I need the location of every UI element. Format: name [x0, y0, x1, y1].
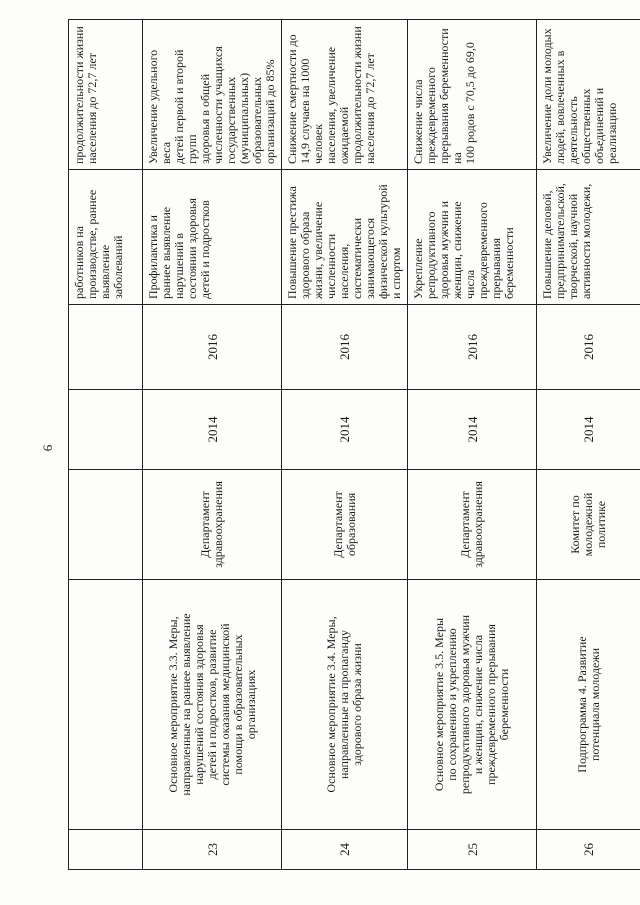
target-indicator-cell: Снижение числа преждевременного прерывания беременности на 100 родов с 70,5 до 69,0: [408, 20, 537, 170]
table-row: [537, 20, 640, 870]
event-cell: [69, 580, 143, 830]
executor-cell: Департамент образования: [282, 470, 408, 580]
end-year-cell: 2016: [537, 305, 640, 390]
end-year-cell: 2016: [408, 305, 537, 390]
executor-cell: Департамент здравоохранения: [408, 470, 537, 580]
expected-result-cell: Профилактика и раннее выявление нарушений в состоянии здоровья детей и подростков: [143, 170, 282, 305]
event-cell: Подпрограмма 4. Развитие потенциала молодежи: [537, 580, 640, 830]
event-cell: Основное мероприятие 3.3. Меры, направленные на раннее выявление нарушений состояния здоровья детей и подростков, развитие системы оказания медицинской помощи в образовательных организациях: [143, 580, 282, 830]
row-number-cell: 23: [143, 830, 282, 870]
end-year-cell: 2016: [282, 305, 408, 390]
end-year-cell: 2016: [143, 305, 282, 390]
event-cell: Основное мероприятие 3.5. Меры по сохранению и укреплению репродуктивного здоровья мужчин и женщин, снижение числа преждевременного прерывания беременности: [408, 580, 537, 830]
table-row: [69, 20, 143, 870]
table-row: [408, 20, 537, 870]
expected-result-cell: работников на производстве, раннее выявление заболеваний: [69, 170, 143, 305]
row-number-cell: 25: [408, 830, 537, 870]
target-indicator-cell: продолжительности жизни населения до 72,7 лет: [69, 20, 143, 170]
start-year-cell: 2014: [408, 390, 537, 470]
start-year-cell: 2014: [143, 390, 282, 470]
row-number-cell: 26: [537, 830, 640, 870]
event-cell: Основное мероприятие 3.4. Меры, направленные на пропаганду здорового образа жизни: [282, 580, 408, 830]
executor-cell: Департамент здравоохранения: [143, 470, 282, 580]
page-number: 6: [40, 444, 55, 452]
table-row: [143, 20, 282, 870]
start-year-cell: [69, 390, 143, 470]
target-indicator-cell: Снижение смертности до 14,9 случаев на 1000 человек населения, увеличение ожидаемой продолжительности жизни населения до 72,7 лет: [282, 20, 408, 170]
target-indicator-cell: Увеличение удельного веса детей первой и второй групп здоровья в общей численности учащихся государственных (муниципальных) образовательных организаций до 85%: [143, 20, 282, 170]
program-table: [68, 19, 640, 870]
target-indicator-cell: Увеличение доли молодых людей, вовлеченных в деятельность общественных объединений и реализацию: [537, 20, 640, 170]
start-year-cell: 2014: [282, 390, 408, 470]
expected-result-cell: Укрепление репродуктивного здоровья мужчин и женщин, снижение числа преждевременного прерывания беременности: [408, 170, 537, 305]
executor-cell: [69, 470, 143, 580]
table-row: [282, 20, 408, 870]
start-year-cell: 2014: [537, 390, 640, 470]
expected-result-cell: Повышение престижа здорового образа жизни, увеличение численности населения, систематически занимающегося физической культурой и спортом: [282, 170, 408, 305]
end-year-cell: [69, 305, 143, 390]
executor-cell: Комитет по молодежной политике: [537, 470, 640, 580]
table-wrapper: [68, 20, 619, 870]
row-number-cell: 24: [282, 830, 408, 870]
expected-result-cell: Повышение деловой, предпринимательской, творческой, научной активности молодежи,: [537, 170, 640, 305]
row-number-cell: [69, 830, 143, 870]
